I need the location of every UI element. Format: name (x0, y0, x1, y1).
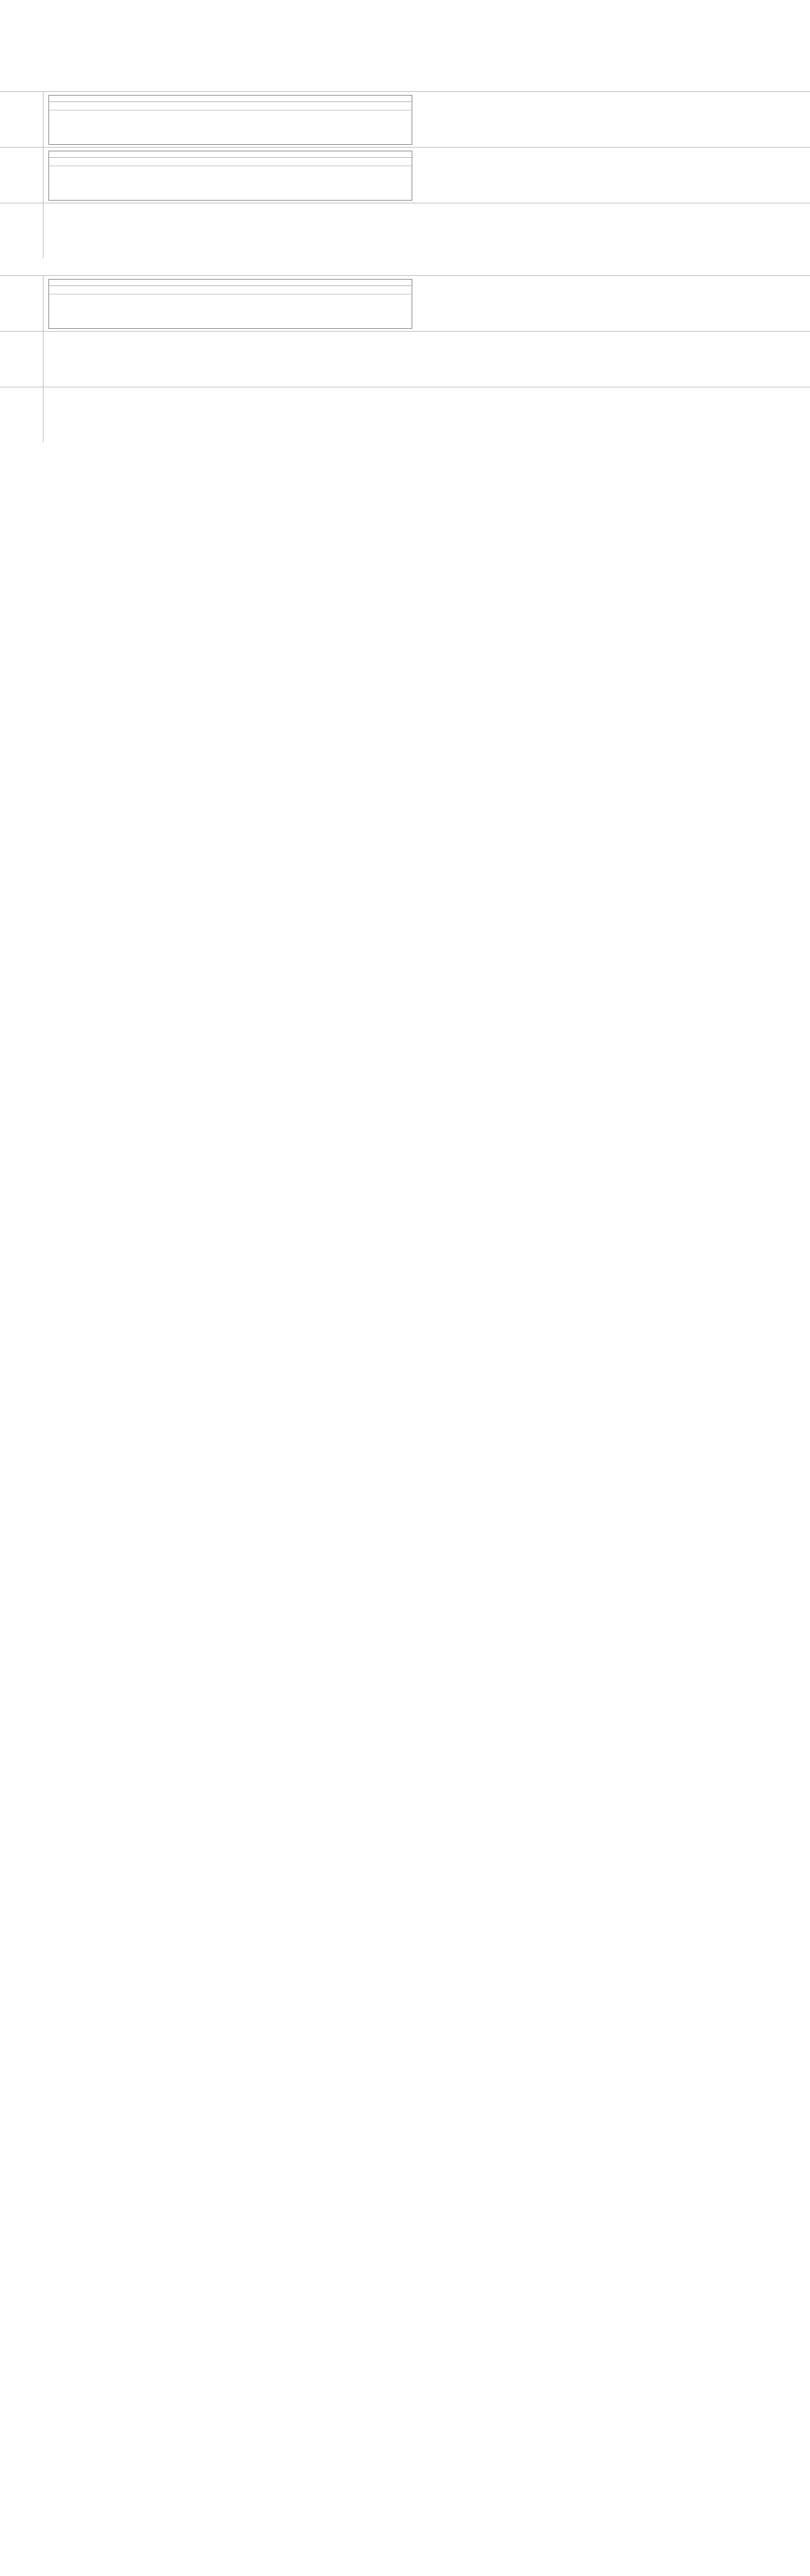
time-slot (0, 91, 43, 147)
group-title (0, 32, 810, 48)
lesson-header (49, 151, 412, 158)
time-slot (0, 275, 43, 331)
course-line (49, 158, 412, 165)
teacher-room-line (49, 294, 412, 298)
time-slot (0, 331, 43, 387)
course-line (49, 102, 412, 110)
slot-divider (43, 147, 810, 148)
time-slot (0, 387, 43, 442)
slot-divider (43, 203, 810, 204)
time-column-divider (43, 91, 44, 258)
time-slot (0, 203, 43, 258)
teacher-room-line (49, 110, 412, 114)
lesson-card[interactable] (48, 279, 412, 329)
slot-divider (43, 91, 810, 92)
slot-divider (43, 331, 810, 332)
lesson-header (49, 280, 412, 286)
teacher-room-line (49, 165, 412, 170)
time-column-divider (43, 275, 44, 442)
slot-divider (43, 387, 810, 388)
time-slot (0, 147, 43, 203)
course-line (49, 286, 412, 294)
lesson-header (49, 96, 412, 102)
lesson-card[interactable] (48, 151, 412, 201)
slot-divider (43, 275, 810, 276)
lesson-card[interactable] (48, 95, 412, 145)
